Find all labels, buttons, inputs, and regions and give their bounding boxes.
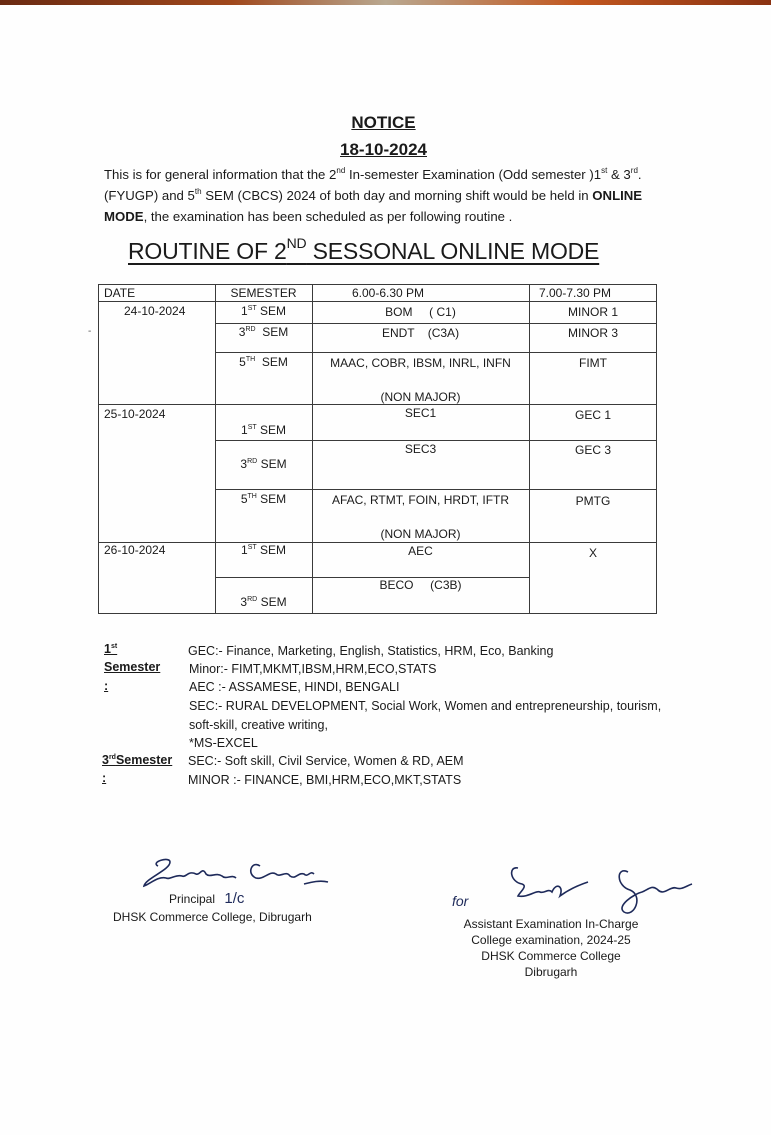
- slot-2-cell: FIMT: [579, 356, 607, 370]
- principal-incharge-mark: 1/c: [224, 890, 245, 907]
- slot-1-note: (NON MAJOR): [380, 527, 461, 541]
- sem3-label: 3rdSemester :: [102, 753, 173, 786]
- intro-line-2: (FYUGP) and 5th SEM (CBCS) 2024 of both day and morning shift would be held in ONLINE: [104, 187, 643, 203]
- slot-1-cell: SEC3: [404, 442, 437, 456]
- slot-1-cell: AEC: [408, 544, 433, 558]
- semester-cell: 1ST SEM: [241, 423, 286, 437]
- row-divider: [215, 323, 657, 324]
- exam-incharge-line: DHSK Commerce College: [481, 949, 621, 963]
- slot-2-cell: MINOR 1: [567, 305, 618, 319]
- photo-edge-band: [0, 0, 771, 5]
- intro-paragraph: [104, 164, 664, 227]
- slot-1-cell: BOM ( C1): [385, 305, 456, 319]
- signature-scribble: [448, 862, 698, 922]
- header-semester: SEMESTER: [230, 286, 297, 300]
- row-divider: [98, 542, 657, 543]
- slot-1-cell: ENDT (C3A): [381, 326, 460, 340]
- sem3-line: MINOR :- FINANCE, BMI,HRM,ECO,MKT,STATS: [188, 773, 462, 787]
- row-divider: [215, 352, 657, 353]
- row-divider: [215, 489, 657, 490]
- intro-line-1: This is for general information that the 2nd In-semester Examination (Odd semester )1st & 3rd.: [104, 166, 642, 182]
- slot-1-cell: SEC1: [404, 406, 437, 420]
- semester-cell: 5TH SEM: [240, 492, 287, 506]
- sem1-line: AEC :- ASSAMESE, HINDI, BENGALI: [189, 680, 400, 694]
- day-date: 25-10-2024: [104, 407, 166, 421]
- slot-2-cell: GEC 3: [574, 443, 611, 457]
- semester-cell: 1ST SEM: [241, 543, 286, 557]
- slot-1-cell: AFAC, RTMT, FOIN, HRDT, IFTR: [331, 493, 510, 507]
- slot-1-cell: MAAC, COBR, IBSM, INRL, INFN: [330, 356, 511, 370]
- principal-college: DHSK Commerce College, Dibrugarh: [113, 910, 312, 924]
- row-divider: [215, 440, 657, 441]
- sem1-line: *MS-EXCEL: [189, 736, 258, 750]
- day-date: 26-10-2024: [104, 543, 166, 557]
- header-slot-1: 6.00-6.30 PM: [352, 286, 425, 300]
- table-border-top: [98, 284, 657, 285]
- notice-title: NOTICE: [351, 113, 416, 132]
- slot-2-cell: MINOR 3: [567, 326, 618, 340]
- semester-cell: 5TH SEM: [239, 355, 288, 369]
- exam-incharge-line: Dibrugarh: [524, 965, 578, 979]
- header-date: DATE: [104, 286, 136, 300]
- exam-incharge-line: Assistant Examination In-Charge: [463, 917, 639, 931]
- row-divider: [98, 404, 657, 405]
- semester-cell: 3RD SEM: [240, 457, 287, 471]
- sem1-label: 1st Semester :: [104, 642, 161, 693]
- margin-mark: -: [88, 326, 92, 337]
- row-divider: [98, 301, 657, 302]
- slot-2-cell: GEC 1: [574, 408, 611, 422]
- table-border-bottom: [98, 613, 657, 614]
- sem1-line: SEC:- RURAL DEVELOPMENT, Social Work, Women and entrepreneurship, tourism,: [189, 699, 662, 713]
- slot-1-note: (NON MAJOR): [380, 390, 461, 404]
- day-date: 24-10-2024: [124, 304, 186, 318]
- routine-table: [98, 284, 657, 614]
- semester-cell: 3RD SEM: [238, 325, 289, 339]
- sem1-line: GEC:- Finance, Marketing, English, Statistics, HRM, Eco, Banking: [188, 644, 554, 658]
- sem1-line: soft-skill, creative writing,: [189, 718, 328, 732]
- exam-incharge-block: [448, 916, 654, 980]
- for-mark: for: [452, 893, 469, 909]
- semester-cell: 3RD SEM: [240, 595, 287, 609]
- sem1-line: Minor:- FIMT,MKMT,IBSM,HRM,ECO,STATS: [189, 662, 437, 676]
- slot-2-cell: X: [588, 546, 597, 560]
- semester-cell: 1ST SEM: [241, 304, 286, 318]
- sem3-line: SEC:- Soft skill, Civil Service, Women & RD, AEM: [188, 754, 464, 768]
- notice-date: 18-10-2024: [340, 140, 427, 159]
- slot-1-cell: BECO (C3B): [379, 578, 462, 592]
- exam-incharge-line: College examination, 2024-25: [471, 933, 631, 947]
- intro-line-3: MODE, the examination has been scheduled as per following routine .: [104, 209, 513, 224]
- header-slot-2: 7.00-7.30 PM: [539, 286, 612, 300]
- slot-2-cell: PMTG: [575, 494, 611, 508]
- table-border-left: [98, 284, 99, 614]
- routine-title: ROUTINE OF 2ND SESSONAL ONLINE MODE: [128, 235, 600, 264]
- principal-title: Principal 1/c: [169, 890, 245, 907]
